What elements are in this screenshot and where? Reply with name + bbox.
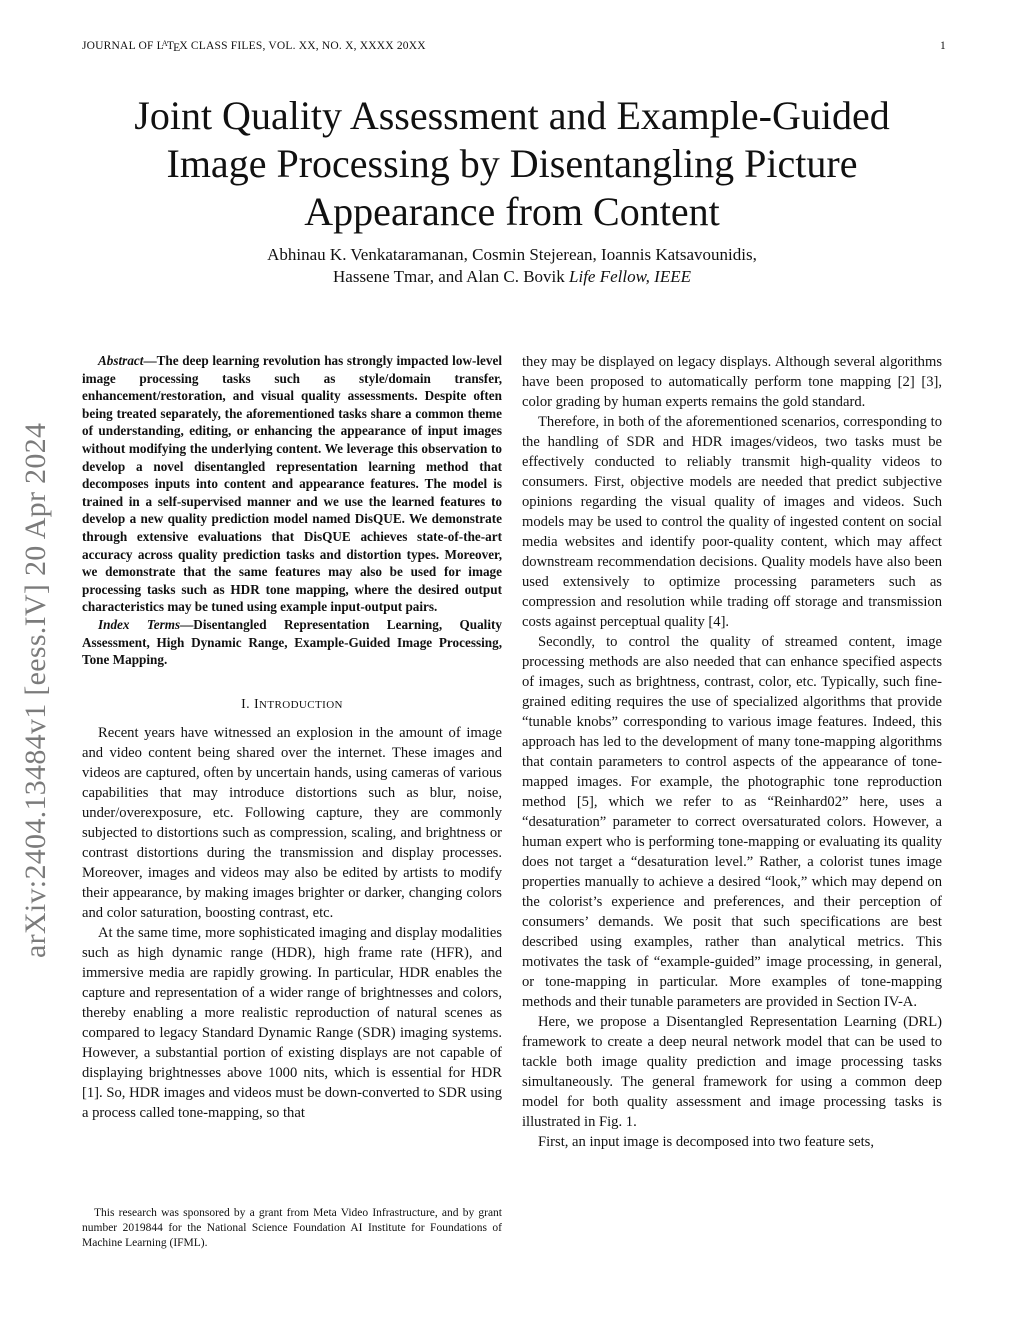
arxiv-identifier-stamp: arXiv:2404.13484v1 [eess.IV] 20 Apr 2024: [19, 422, 52, 958]
abstract-label: Abstract: [98, 353, 144, 368]
body-paragraph: they may be displayed on legacy displays. Although several algorithms have been proposed to automatically perform tone mapping [2] [3], color grading by human experts remains the gold standard.: [522, 354, 942, 410]
author-list: [82, 244, 942, 288]
section-heading-introduction: I. INTRODUCTION: [241, 696, 343, 712]
index-terms-label: Index Terms: [98, 616, 181, 632]
journal-name: JOURNAL OF $L^ATEX$ CLASS FILES, VOL. XX, NO. X, XXXX 20XX: [82, 39, 426, 54]
author-line-1: Abhinau K. Venkataramanan, Cosmin Stejerean, Ioannis Katsavounidis,: [267, 245, 757, 264]
funding-footnote: This research was sponsored by a grant from Meta Video Infrastructure, and by grant number 2019844 for the National Science Foundation AI Institute for Foundations of Machine Learning (IFML).: [82, 1207, 502, 1249]
body-paragraph: At the same time, more sophisticated imaging and display modalities such as high dynamic range (HDR), high frame rate (HFR), and immersive media are rapidly growing. In particular, HDR enables the capture and representation of a wider range of brightnesses and colors, thereby enabling a more realistic reproduction of natural scenes as compared to legacy Standard Dynamic Range (SDR) imaging systems. However, a substantial portion of existing displays are not capable of displaying brightnesses above 1000 nits, which is essential for HDR [1]. So, HDR images and videos must be down-converted to SDR using a process called tone-mapping, so that: [82, 924, 502, 1121]
page-number: 1: [940, 40, 946, 52]
body-paragraph: Here, we propose a Disentangled Representation Learning (DRL) framework to create a deep neural network model that can be used to tackle both image quality prediction and image processing tasks simultaneously. The general framework for using a common deep model for both quality assessment and image processing tasks is illustrated in Fig. 1.: [522, 1014, 942, 1130]
fellow-title: Life Fellow, IEEE: [569, 267, 691, 286]
left-column: [82, 352, 502, 1123]
right-column: [522, 352, 942, 1152]
abstract: [82, 352, 502, 616]
running-header: [82, 40, 946, 56]
index-terms-text: —Disentangled Representation Learning, Quality Assessment, High Dynamic Range, Example-Guided Image Processing, Tone Mapping.: [82, 616, 502, 668]
body-paragraph: Recent years have witnessed an explosion in the amount of image and video content being shared over the internet. These images and videos are captured, often by uncertain hands, using cameras of various capabilities that may introduce distortions such as blur, noise, under/overexposure, etc. Following capture, they are commonly subjected to distortions such as compression, scaling, and brightness or contrast distortions during the transmission and display processes. Moreover, images and videos may also be edited by artists to modify their appearance, by making images brighter or darker, changing colors and color saturation, boosting contrast, etc.: [82, 724, 502, 921]
abstract-text: —The deep learning revolution has strongly impacted low-level image processing tasks such as style/domain transfer, enhancement/restoration, and visual quality assessments. Despite often being treated separately, the aforementioned tasks share a common theme of understanding, editing, or enhancing the appearance of input images without modifying the underlying content. We leverage this observation to develop a novel disentangled representation learning method that decomposes inputs into content and appearance features. The model is trained in a self-supervised manner and we use the learned features to develop a new quality prediction model named DisQUE. We demonstrate through extensive evaluations that DisQUE achieves state-of-the-art accuracy across quality prediction tasks and distortion types. Moreover, we demonstrate that the same features may also be used for image processing tasks such as HDR tone mapping, where the desired output characteristics may be tuned using example input-output pairs.: [82, 353, 502, 615]
paper-title: Joint Quality Assessment and Example-Guided Image Processing by Disentangling Picture Appearance from Content: [134, 93, 890, 234]
body-paragraph: Therefore, in both of the aforementioned scenarios, corresponding to the handling of SDR and HDR images/videos, two tasks must be effectively conducted to reliably transmit high-quality videos to consumers. First, objective models are needed that predict subjective opinions regarding the visual quality of images and videos. Such models may be used to control the quality of ingested content on social media websites and identify poor-quality content, which may affect downstream recommendation decisions. Quality models have also been used extensively to optimize processing parameters such as compression and resolution while trading off storage and transmission costs against perceptual quality [4].: [522, 414, 942, 630]
index-terms: [82, 616, 502, 669]
author-line-2: Hassene Tmar, and Alan C. Bovik Life Fellow, IEEE: [333, 267, 691, 286]
body-paragraph: First, an input image is decomposed into two feature sets,: [538, 1134, 874, 1150]
body-paragraph: Secondly, to control the quality of streamed content, image processing methods are also needed that can enhance specified aspects of images, such as brightness, contrast, color, etc. Typically, such fine-grained editing requires the use of specialized algorithms that provide “tunable knobs” corresponding to various image features. Indeed, this approach has led to the development of many tone-mapping algorithms that contain parameters to control aspects of the appearance of tone-mapped images. For example, the photographic tone reproduction method [5], which we refer to as “Reinhard02” here, uses a “desaturation” parameter to correct oversaturated colors. However, a human expert who is performing tone-mapping or evaluating its quality does not target a “desaturation level.” Rather, a colorist tunes image properties manually to achieve a desired “look,” which may depend on the colorist’s experience and preferences, and their perception of consumers’ demands. We posit that such specifications are best described using examples, rather than analytical metrics. This motivates the task of “example-guided” image processing, in general, or tone-mapping in particular. More examples of tone-mapping methods and their tunable parameters are provided in Section IV-A.: [522, 634, 942, 1010]
